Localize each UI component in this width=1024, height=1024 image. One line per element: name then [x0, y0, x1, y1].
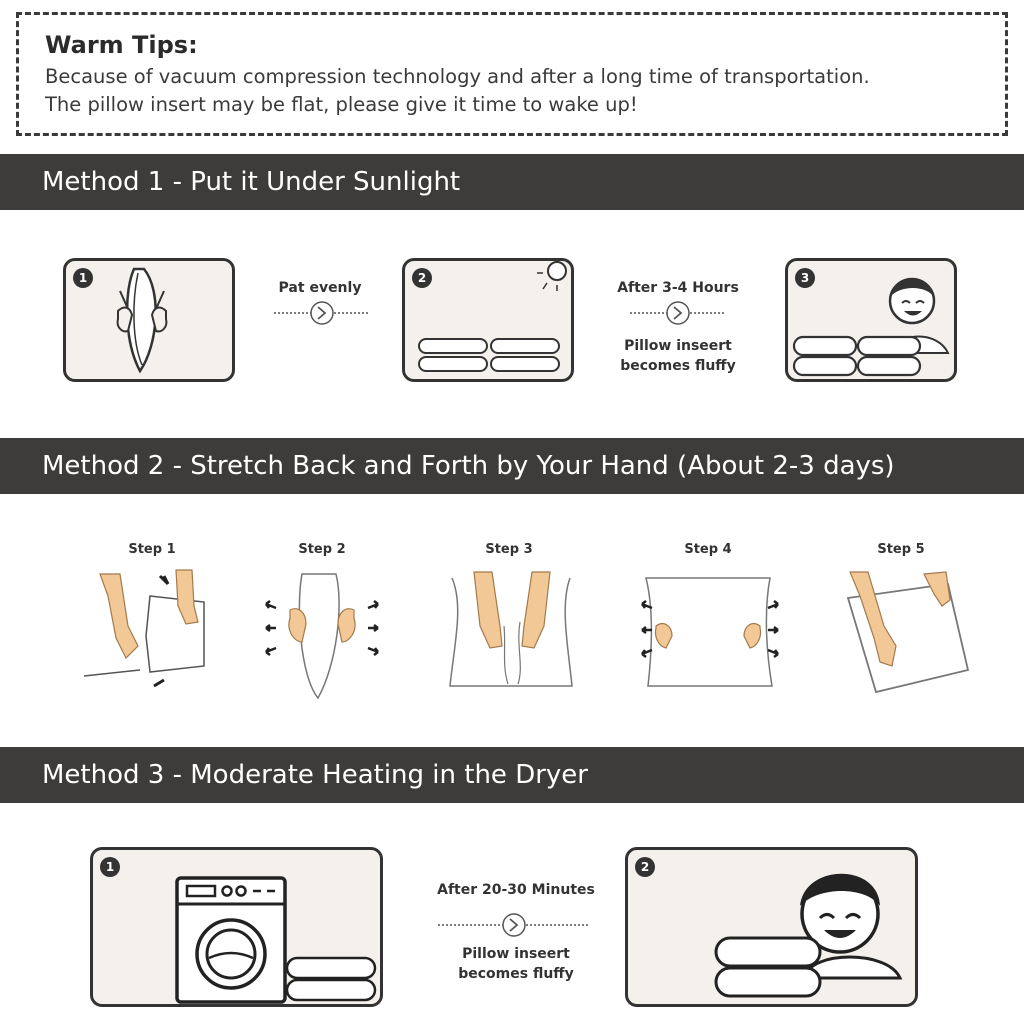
caption-pat-evenly: Pat evenly	[278, 280, 362, 296]
caption-result-line-1: Pillow inseert	[462, 946, 570, 962]
arrow-right-icon	[272, 300, 372, 326]
caption-result-line-2: becomes fluffy	[620, 358, 736, 374]
arrow-right-icon	[628, 300, 728, 326]
fluffy-pillows-smiling-person-icon	[788, 261, 954, 379]
fluffy-pillows-smiling-person-icon	[628, 850, 915, 1004]
warm-tips-box	[16, 12, 1008, 136]
step-4-illustration	[636, 570, 786, 692]
method2-title: Method 2 - Stretch Back and Forth by Your Hand (About 2-3 days)	[42, 451, 895, 481]
method1-header	[0, 154, 1024, 210]
step-5-illustration	[840, 566, 974, 698]
method3-header	[0, 747, 1024, 803]
step-3-label: Step 3	[485, 542, 533, 557]
method1-title: Method 1 - Put it Under Sunlight	[42, 167, 461, 197]
arrow-right-icon	[436, 912, 592, 938]
method1-panel-3	[785, 258, 957, 382]
step-2-label: Step 2	[298, 542, 346, 557]
flat-pillows-sun-icon	[405, 261, 571, 379]
dryer-with-pillows-icon	[93, 850, 380, 1004]
step-4-label: Step 4	[684, 542, 732, 557]
method1-panel-2	[402, 258, 574, 382]
step-5-label: Step 5	[877, 542, 925, 557]
caption-result-line-1: Pillow inseert	[624, 338, 732, 354]
step-2-illustration	[262, 566, 392, 702]
method1-badge-3: 3	[795, 268, 815, 288]
method3-title: Method 3 - Moderate Heating in the Dryer	[42, 760, 588, 790]
method3-panel-1	[90, 847, 383, 1007]
method3-badge-2: 2	[635, 857, 655, 877]
method2-header	[0, 438, 1024, 494]
caption-result-line-2: becomes fluffy	[458, 966, 574, 982]
method1-panel-1	[63, 258, 235, 382]
method1-badge-2: 2	[412, 268, 432, 288]
step-1-label: Step 1	[128, 542, 176, 557]
step-1-illustration	[80, 566, 210, 696]
warm-tips-line-1: Because of vacuum compression technology and after a long time of transportation.	[45, 65, 870, 88]
method3-panel-2	[625, 847, 918, 1007]
step-3-illustration	[444, 566, 580, 694]
method1-badge-1: 1	[73, 268, 93, 288]
hands-holding-pillow-icon	[66, 261, 232, 379]
caption-after-20-30-minutes: After 20-30 Minutes	[437, 882, 595, 898]
caption-after-3-4-hours: After 3-4 Hours	[617, 280, 739, 296]
warm-tips-line-2: The pillow insert may be flat, please give it time to wake up!	[45, 93, 638, 116]
method3-badge-1: 1	[100, 857, 120, 877]
warm-tips-title: Warm Tips:	[45, 31, 198, 59]
